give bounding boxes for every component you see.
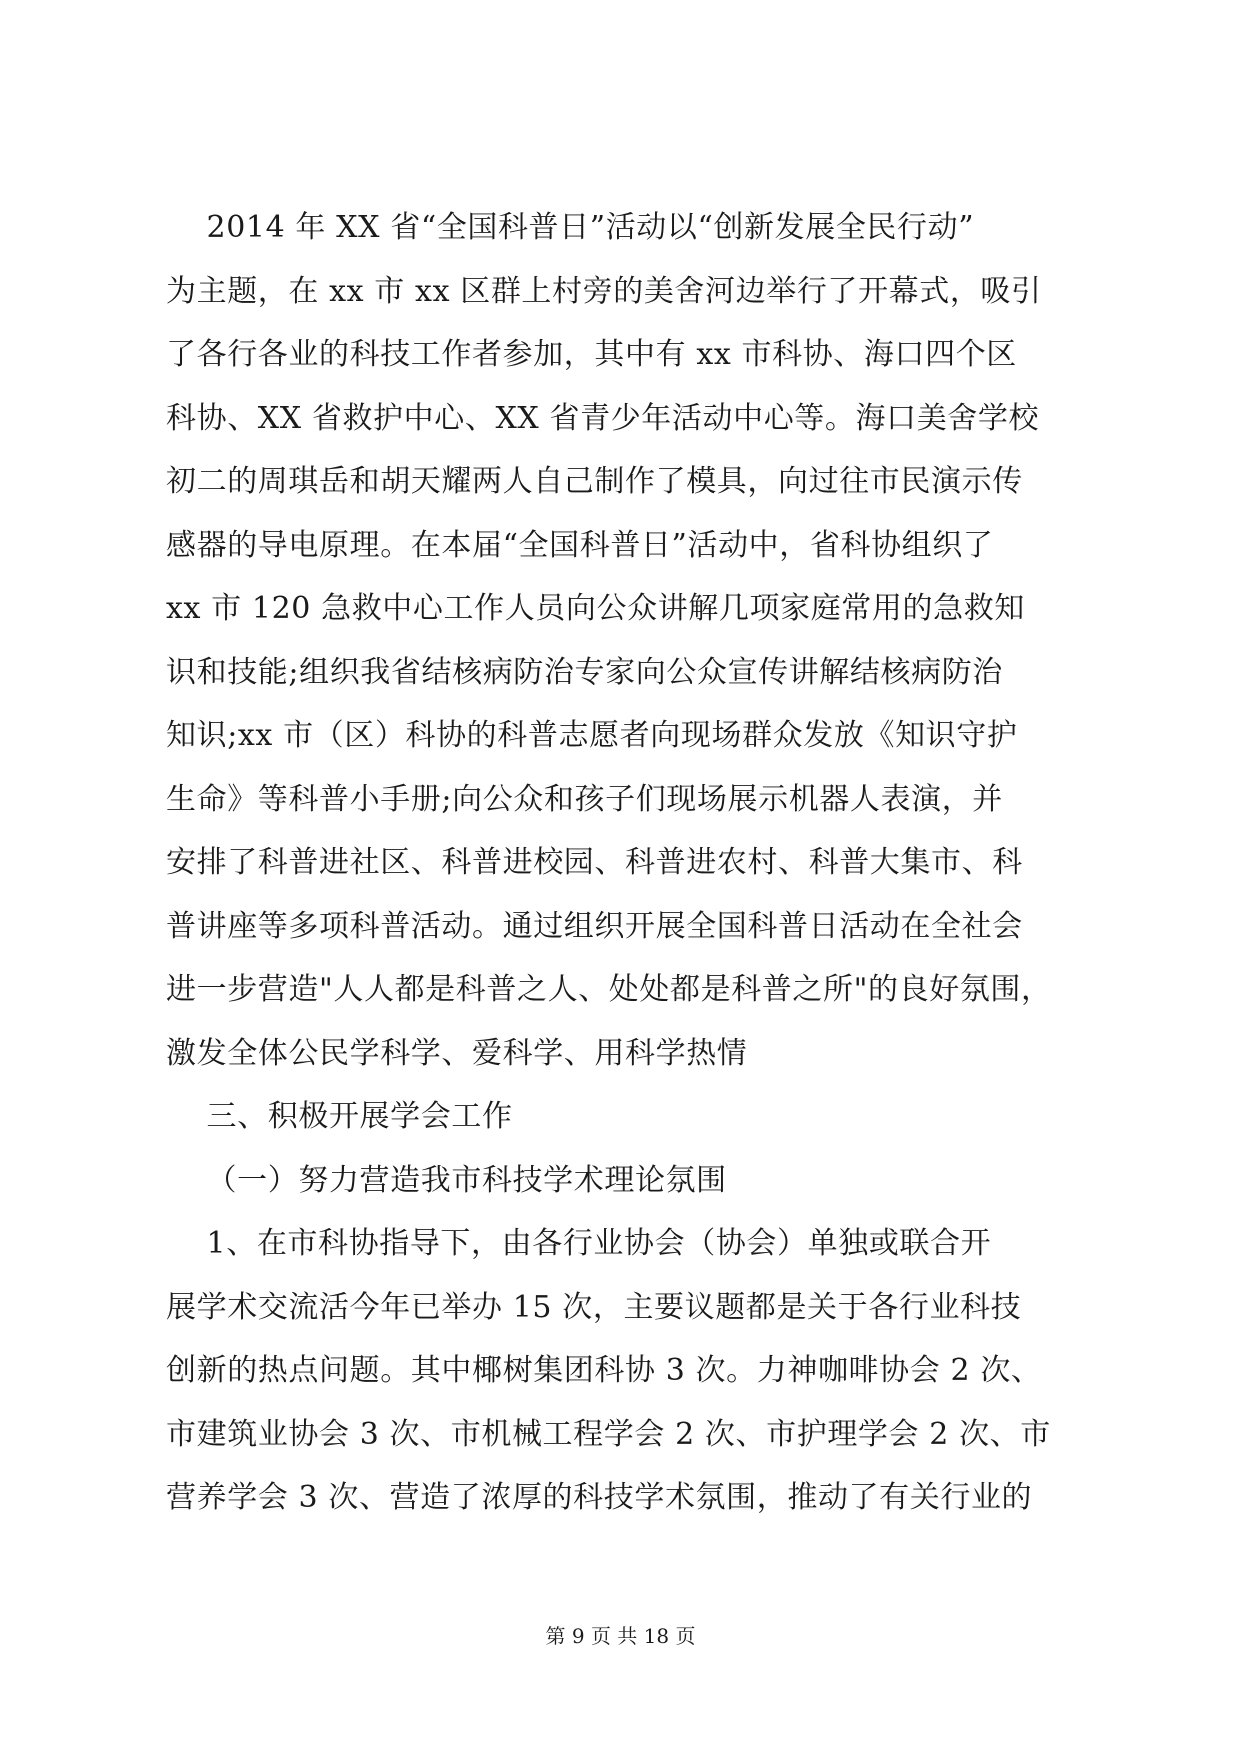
text-line: 营养学会 3 次、营造了浓厚的科技学术氛围，推动了有关行业的: [166, 1480, 1033, 1515]
body-text: [166, 196, 1076, 1530]
text-line: 了各行各业的科技工作者参加，其中有 xx 市科协、海口四个区: [166, 337, 1017, 372]
text-line: 识和技能;组织我省结核病防治专家向公众宣传讲解结核病防治: [166, 654, 1003, 690]
text-line: 三、积极开展学会工作: [166, 1099, 513, 1134]
text-line: 2014 年 XX 省“全国科普日”活动以“创新发展全民行动”: [166, 210, 975, 245]
text-line: 初二的周琪岳和胡天耀两人自己制作了模具，向过往市民演示传: [166, 464, 1023, 499]
text-line: 为主题，在 xx 市 xx 区群上村旁的美舍河边举行了开幕式，吸引: [166, 273, 1042, 309]
text-line: 知识;xx 市（区）科协的科普志愿者向现场群众发放《知识守护: [166, 718, 1018, 753]
text-line: 激发全体公民学科学、爱科学、用科学热情: [166, 1035, 748, 1071]
text-line: 科协、XX 省救护中心、XX 省青少年活动中心等。海口美舍学校: [166, 400, 1040, 436]
text-line: 生命》等科普小手册;向公众和孩子们现场展示机器人表演，并: [166, 781, 1003, 817]
text-line: 进一步营造"人人都是科普之人、处处都是科普之所"的良好氛围，: [166, 972, 1052, 1007]
page-number-footer: 第 9 页 共 18 页: [545, 1624, 696, 1648]
text-line: xx 市 120 急救中心工作人员向公众讲解几项家庭常用的急救知: [166, 591, 1025, 626]
text-line: 感器的导电原理。在本届“全国科普日”活动中，省科协组织了: [166, 527, 994, 563]
text-line: （一）努力营造我市科技学术理论氛围: [166, 1162, 727, 1198]
text-line: 创新的热点问题。其中椰树集团科协 3 次。力神咖啡协会 2 次、: [166, 1353, 1042, 1388]
text-line: 市建筑业协会 3 次、市机械工程学会 2 次、市护理学会 2 次、市: [166, 1416, 1051, 1452]
text-line: 展学术交流活今年已举办 15 次，主要议题都是关于各行业科技: [166, 1289, 1022, 1325]
text-line: 1、在市科协指导下，由各行业协会（协会）单独或联合开: [166, 1226, 992, 1261]
text-line: 普讲座等多项科普活动。通过组织开展全国科普日活动在全社会: [166, 908, 1023, 944]
text-line: 安排了科普进社区、科普进校园、科普进农村、科普大集市、科: [166, 845, 1023, 880]
